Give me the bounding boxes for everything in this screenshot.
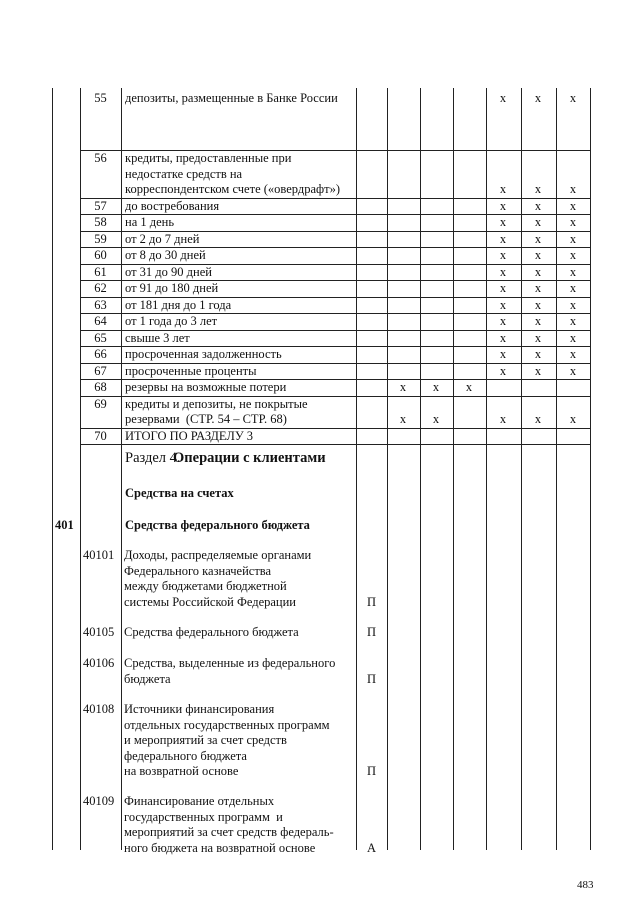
cell-mark: x	[534, 231, 542, 246]
account-label: Финансирование отдельных	[124, 794, 275, 808]
cell-mark: x	[569, 198, 577, 213]
cell-mark: x	[534, 412, 542, 426]
group-code: 401	[55, 518, 74, 532]
row-label: резервами (СТР. 54 – СТР. 68)	[125, 412, 287, 426]
account-sign: П	[366, 594, 377, 609]
row-label: недостатке средств на	[125, 166, 243, 181]
row-label: резервы на возможные потери	[125, 380, 287, 394]
row-label: просроченные проценты	[125, 363, 257, 378]
account-label: государственных программ и	[124, 809, 283, 824]
row-label: от 91 до 180 дней	[125, 281, 219, 295]
account-code: 40109	[83, 794, 115, 808]
row-label: просроченная задолженность	[125, 347, 282, 361]
cell-mark: x	[399, 380, 407, 394]
row-label: от 1 года до 3 лет	[125, 314, 218, 328]
row-number: 68	[94, 380, 107, 394]
account-code: 40105	[83, 625, 115, 639]
cell-mark: x	[569, 264, 577, 279]
cell-mark: x	[432, 412, 440, 426]
cell-mark: x	[534, 264, 542, 279]
row-number: 57	[94, 198, 107, 213]
row-separator	[80, 444, 590, 445]
row-number: 59	[94, 231, 107, 246]
cell-mark: x	[569, 412, 577, 426]
section-subtitle: Средства на счетах	[125, 486, 234, 500]
account-label: федерального бюджета	[124, 748, 247, 763]
row-label: свыше 3 лет	[125, 330, 190, 345]
row-number: 61	[94, 264, 107, 279]
row-number: 56	[94, 151, 107, 165]
row-label: ИТОГО ПО РАЗДЕЛУ 3	[125, 428, 254, 443]
row-number: 55	[94, 91, 107, 105]
cell-mark: x	[499, 347, 507, 361]
row-label: от 181 дня до 1 года	[125, 297, 232, 312]
row-label: корреспондентском счете («овердрафт»)	[125, 182, 340, 196]
cell-mark: x	[499, 231, 507, 246]
account-code: 40108	[83, 702, 115, 716]
row-label: до востребования	[125, 198, 220, 213]
cell-mark: x	[569, 248, 577, 262]
cell-mark: x	[499, 363, 507, 378]
row-number: 64	[94, 314, 107, 328]
cell-mark: x	[499, 314, 507, 328]
account-label: Средства федерального бюджета	[124, 625, 299, 639]
account-label: Федерального казначейства	[124, 563, 272, 578]
cell-mark: x	[499, 91, 507, 105]
cell-mark: x	[534, 215, 542, 229]
cell-mark: x	[569, 330, 577, 345]
cell-mark: x	[569, 231, 577, 246]
row-number: 62	[94, 281, 107, 295]
table-divider-col-7	[556, 88, 557, 850]
table-divider-col-4	[453, 88, 454, 850]
row-label: на 1 день	[125, 215, 175, 229]
cell-mark: x	[499, 264, 507, 279]
cell-mark: x	[534, 248, 542, 262]
account-label: системы Российской Федерации	[124, 594, 296, 609]
account-sign: П	[366, 625, 377, 639]
account-label: на возвратной основе	[124, 764, 239, 778]
page-number: 483	[577, 879, 594, 891]
account-label: отдельных государственных программ	[124, 717, 330, 732]
cell-mark: x	[534, 314, 542, 328]
row-number: 60	[94, 248, 107, 262]
cell-mark: x	[569, 297, 577, 312]
row-label: от 8 до 30 дней	[125, 248, 206, 262]
account-label: между бюджетами бюджетной	[124, 579, 287, 593]
table-divider-col-5	[486, 88, 487, 850]
account-label: мероприятий за счет средств федераль-	[124, 825, 334, 839]
cell-mark: x	[569, 182, 577, 196]
table-divider-col-6	[521, 88, 522, 850]
cell-mark: x	[499, 281, 507, 295]
section-title-prefix: Раздел 4.	[125, 450, 185, 466]
row-number: 58	[94, 215, 107, 229]
cell-mark: x	[499, 215, 507, 229]
table-divider-text	[121, 88, 122, 850]
section-title: Операции с клиентами	[173, 450, 326, 466]
cell-mark: x	[569, 347, 577, 361]
row-label: кредиты и депозиты, не покрытые	[125, 396, 308, 411]
table-border-left	[52, 88, 53, 850]
account-label: бюджета	[124, 671, 171, 686]
row-label: кредиты, предоставленные при	[125, 151, 292, 165]
row-number: 67	[94, 363, 107, 378]
account-sign: А	[366, 840, 377, 855]
table-divider-col-1	[356, 88, 357, 850]
account-code: 40101	[83, 548, 115, 562]
cell-mark: x	[569, 91, 577, 105]
group-title: Средства федерального бюджета	[125, 518, 310, 532]
cell-mark: x	[534, 297, 542, 312]
cell-mark: x	[499, 412, 507, 426]
cell-mark: x	[534, 330, 542, 345]
cell-mark: x	[534, 198, 542, 213]
cell-mark: x	[534, 363, 542, 378]
account-label: Доходы, распределяемые органами	[124, 548, 312, 562]
table-divider-col-3	[420, 88, 421, 850]
cell-mark: x	[569, 363, 577, 378]
account-label: и мероприятий за счет средств	[124, 733, 287, 747]
cell-mark: x	[465, 380, 473, 394]
cell-mark: x	[499, 297, 507, 312]
row-number: 70	[94, 428, 107, 443]
cell-mark: x	[399, 412, 407, 426]
cell-mark: x	[499, 248, 507, 262]
account-sign: П	[366, 671, 377, 686]
row-number: 69	[94, 396, 107, 411]
account-label: ного бюджета на возвратной основе	[124, 840, 316, 855]
cell-mark: x	[569, 314, 577, 328]
cell-mark: x	[569, 281, 577, 295]
row-label: от 2 до 7 дней	[125, 231, 200, 246]
account-sign: П	[366, 764, 377, 778]
row-label: депозиты, размещенные в Банке России	[125, 91, 338, 105]
account-label: Источники финансирования	[124, 702, 275, 716]
account-label: Средства, выделенные из федерального	[124, 656, 336, 670]
row-number: 65	[94, 330, 107, 345]
cell-mark: x	[534, 182, 542, 196]
row-number: 63	[94, 297, 107, 312]
row-number: 66	[94, 347, 107, 361]
table-divider-col-8	[590, 88, 591, 850]
cell-mark: x	[499, 198, 507, 213]
table-divider-col-2	[387, 88, 388, 850]
cell-mark: x	[534, 347, 542, 361]
cell-mark: x	[499, 330, 507, 345]
cell-mark: x	[499, 182, 507, 196]
cell-mark: x	[432, 380, 440, 394]
account-code: 40106	[83, 656, 115, 670]
cell-mark: x	[534, 91, 542, 105]
cell-mark: x	[569, 215, 577, 229]
row-label: от 31 до 90 дней	[125, 264, 212, 279]
cell-mark: x	[534, 281, 542, 295]
